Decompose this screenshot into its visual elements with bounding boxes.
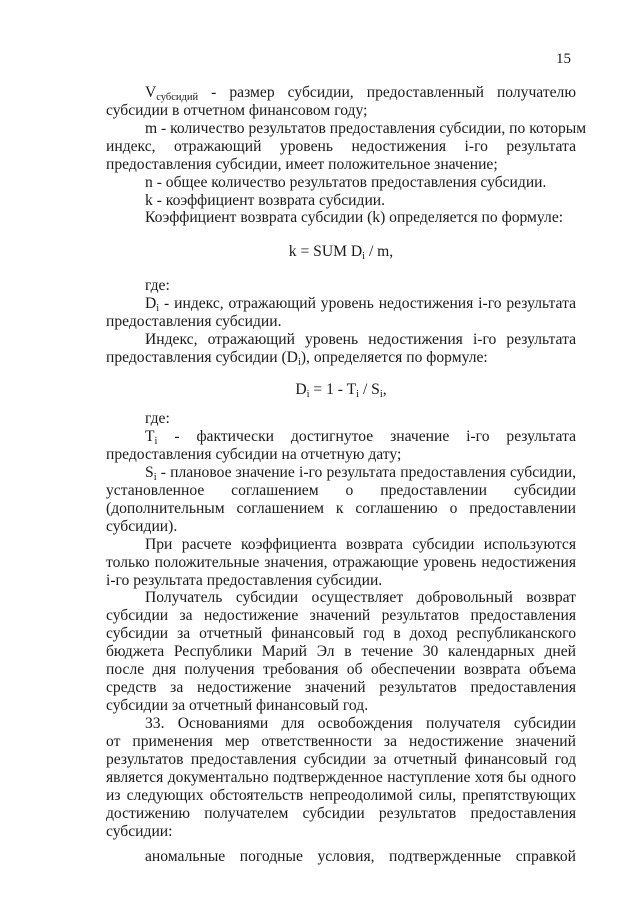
text-line: результатов предоставления субсидии за отчетный финансовый год [106, 751, 576, 768]
page-number: 15 [556, 51, 571, 67]
text-line: от применения мер ответственности за недостижение значений [106, 733, 576, 750]
text-line: Индекс, отражающий уровень недостижения i-го результата [145, 331, 576, 348]
text-line: где: [145, 410, 170, 427]
text-line: предоставления субсидии на отчетную дату; [106, 446, 402, 463]
text-line: субсидии за отчетный финансовый год. [106, 697, 369, 714]
text-line: является документально подтвержденное наступление хотя бы одного [106, 769, 576, 786]
text-line: субсидии за отчетный финансовый год в доход республиканского [106, 625, 576, 642]
text-line: аномальные погодные условия, подтвержденные справкой [145, 848, 576, 865]
text-line: после дня получения требования об обеспечении возврата объема [106, 661, 576, 678]
text-line: средств за недостижение значений результатов предоставления [106, 679, 576, 696]
text-line: При расчете коэффициента возврата субсидии используются [145, 536, 576, 553]
text-line: 33. Основаниями для освобождения получателя субсидии [145, 715, 576, 732]
text-line: (дополнительным соглашением к соглашению о предоставлении [106, 500, 576, 517]
text-line: $S_i$ - плановое значение i-го результата предоставления субсидии, [145, 464, 576, 483]
text-line: $D_i$ - индекс, отражающий уровень недостижения i-го результата [145, 295, 576, 314]
text-line: только положительные значения, отражающие уровень недостижения [106, 554, 576, 571]
text-line: установленное соглашением о предоставлении субсидии [106, 482, 576, 499]
text-line: субсидии). [106, 518, 178, 535]
text-line: где: [145, 277, 170, 294]
text-line: i-го результата предоставления субсидии. [106, 572, 383, 589]
text-line: субсидии: [106, 823, 173, 840]
text-line: предоставления субсидии. [106, 313, 282, 330]
text-line: предоставления субсидии $(D_i)$, определяется по формуле: [106, 349, 488, 368]
text-line: Коэффициент возврата субсидии (k) определяется по формуле: [145, 209, 564, 226]
text-line: m - количество результатов предоставления субсидии, по которым [145, 120, 587, 137]
text-line: k - коэффициент возврата субсидии. [145, 192, 386, 209]
text-line: достижению получателем субсидии результатов предоставления [106, 805, 576, 822]
text-line: субсидии за недостижение значений результатов предоставления [106, 607, 576, 624]
text-line: индекс, отражающий уровень недостижения i-го результата [106, 138, 576, 155]
text-line: бюджета Республики Марий Эл в течение 30 календарных дней [106, 643, 576, 660]
text-line: Получатель субсидии осуществляет добровольный возврат [145, 589, 576, 606]
formula-k: k = SUM $D_i$ / m, [288, 243, 394, 262]
text-line: $V_{субсидий}$ - размер субсидии, предоставленный получателю [145, 84, 576, 103]
formula-d: $D_i = 1 - T_i / S_i$, [295, 381, 387, 400]
text-line: субсидии в отчетном финансовом году; [106, 102, 368, 119]
text-line: $T_i$ - фактически достигнутое значение i-го результата [145, 428, 576, 447]
text-line: предоставления субсидии, имеет положительное значение; [106, 156, 498, 173]
text-line: из следующих обстоятельств непреодолимой силы, препятствующих [106, 787, 576, 804]
text-line: n - общее количество результатов предоставления субсидии. [145, 174, 547, 191]
